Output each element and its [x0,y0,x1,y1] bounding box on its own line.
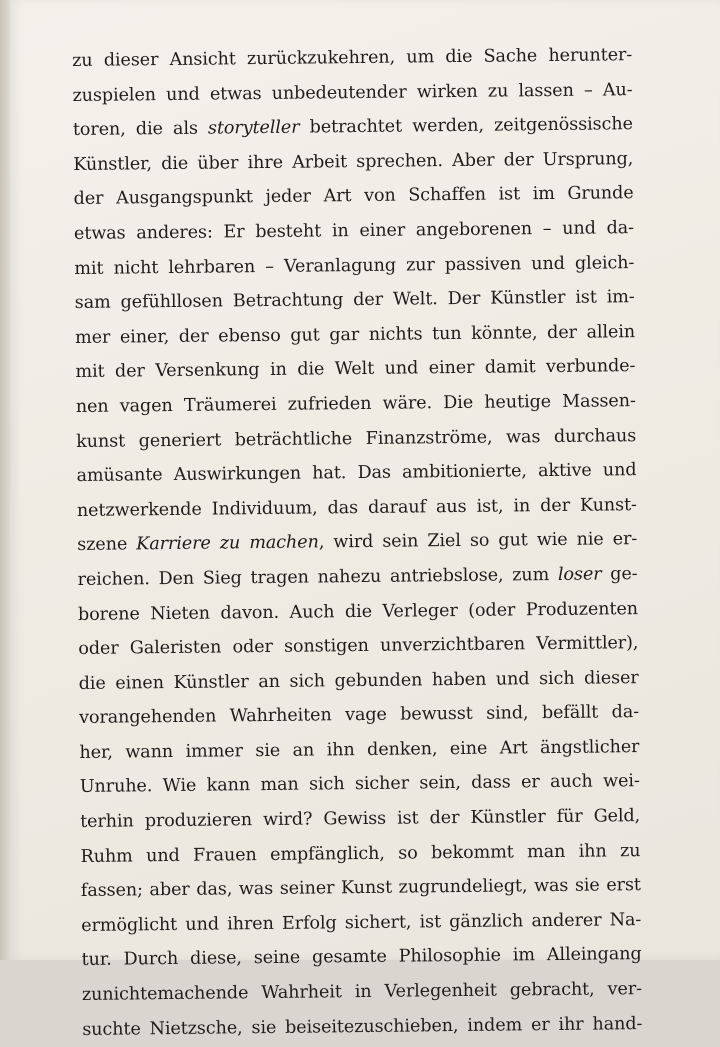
text-line: zu dieser Ansicht zurückzukehren, um die Sache herunter- [72,45,633,71]
text-line: fassen; aber das, was seiner Kunst zugrundeliegt, was sie erst [80,875,641,902]
text-line [73,107,633,147]
text-segment: szene [77,534,137,556]
text-line: etwas anderes: Er besteht in einer angeborenen – und da- [73,218,635,244]
text-line: Ruhm und Frauen empfänglich, so bekommt man ihn zu [80,840,641,867]
text-line: borene Nieten davon. Auch die Verleger (oder Produzenten [77,598,639,625]
text-segment: toren, die als [72,118,209,141]
italic-text: Karriere zu machen [136,532,319,555]
text-line: kunst generiert beträchtliche Finanzströme, was durchaus [76,425,637,452]
text-line: Künstler, die über ihre Arbeit sprechen. Aber der Ursprung, [73,148,634,175]
book-page [10,0,720,1040]
text-segment: ge- [601,564,638,585]
text-line: Unruhe. Wie kann man sich sicher sein, dass er auch wei- [79,771,640,798]
text-line: amüsante Auswirkungen hat. Das ambitionierte, aktive und [76,460,637,487]
text-line: tur. Durch diese, seine gesamte Philosophie im Alleingang [81,944,642,971]
text-line: zunichtemachende Wahrheit in Verlegenheit gebracht, ver- [81,979,643,1005]
text-line: nen vagen Träumerei zufrieden wäre. Die heutige Massen- [75,391,636,417]
text-line: der Ausgangspunkt jeder Art von Schaffen ist im Grunde [73,183,634,210]
text-line: zuspielen und etwas unbedeutender wirken zu lassen – Au- [72,79,633,106]
text-line: ermöglicht und ihren Erfolg sichert, ist gänzlich anderer Na- [81,909,642,936]
text-line: mer einer, der ebenso gut gar nichts tun könnte, der allein [74,321,636,348]
body-text [72,38,642,1047]
text-line: netzwerkende Individuum, das darauf aus ist, in der Kunst- [76,494,637,521]
text-line: die einen Künstler an sich gebunden haben und sich dieser [78,667,639,694]
text-line [77,557,637,597]
text-line: sam gefühllosen Betrachtung der Welt. Der Künstler ist im- [74,287,635,314]
text-line: mit nicht lehrbaren – Veranlagung zur passiven und gleich- [74,252,635,279]
text-segment: reichen. Den Sieg tragen nahezu antriebslose, zum [77,564,559,590]
text-line: her, wann immer sie an ihn denken, eine Art ängstlicher [79,736,640,763]
text-line: terhin produzieren wird? Gewiss ist der Künstler für Geld, [80,806,641,833]
text-line: suchte Nietzsche, sie beiseitezuschieben, indem er ihr hand- [82,1013,643,1040]
text-segment: betrachtet werden, zeitgenössische [299,114,633,138]
text-line: mit der Versenkung in die Welt und einer damit verbunde- [75,356,636,383]
text-segment: , wird sein Ziel so gut wie nie er- [318,529,638,553]
text-line: vorangehenden Wahrheiten vage bewusst sind, befällt da- [78,702,640,729]
text-line: oder Galeristen oder sonstigen unverzichtbaren Vermittler), [78,633,639,660]
text-line [77,522,637,562]
italic-text: loser [557,564,602,585]
italic-text: storyteller [207,117,300,139]
